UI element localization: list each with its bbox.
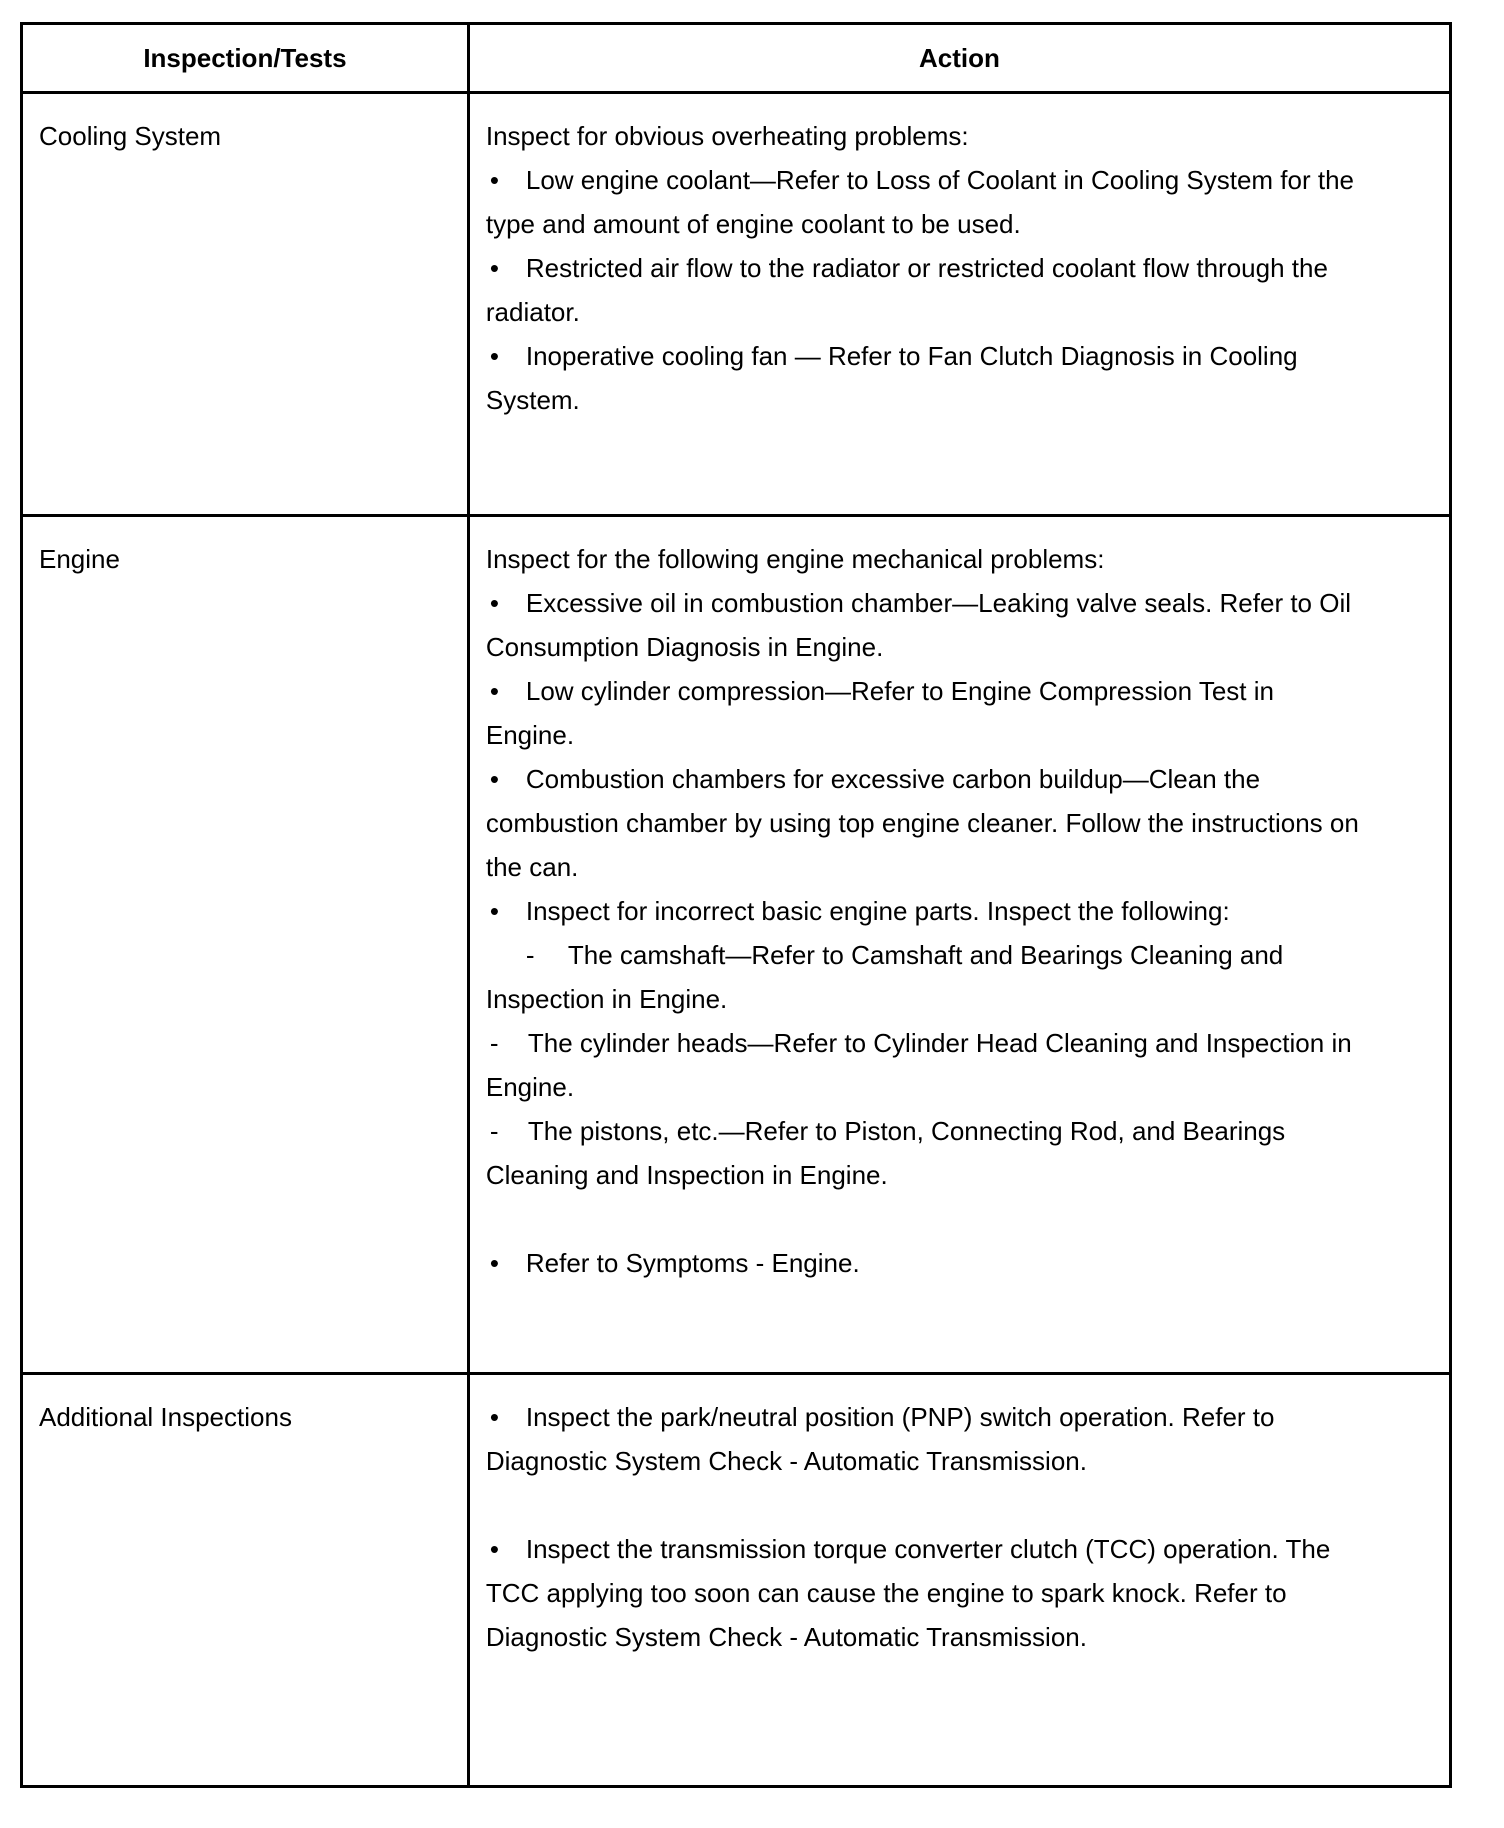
bullet-glyph: • xyxy=(489,764,499,794)
bullet-text: Excessive oil in combustion chamber—Leaking valve seals. Refer to Oil Consumption Diagnosis in Engine. xyxy=(485,588,1352,662)
action-dash-item xyxy=(486,933,1369,1021)
action-intro: Inspect for the following engine mechanical problems: xyxy=(485,544,1105,574)
bullet-glyph: • xyxy=(489,896,499,926)
bullet-text: Inspect the park/neutral position (PNP) switch operation. Refer to Diagnostic System Check - Automatic Transmission. xyxy=(485,1402,1275,1476)
action-cell xyxy=(468,516,1450,1374)
action-bullet-item xyxy=(486,1527,1369,1659)
inspection-label: Engine xyxy=(39,544,120,574)
dash-text: The pistons, etc.—Refer to Piston, Connecting Rod, and Bearings Cleaning and Inspection in Engine. xyxy=(485,1116,1286,1190)
action-bullet-item xyxy=(486,669,1369,757)
table-header-row xyxy=(22,24,1451,93)
dash-text: The camshaft—Refer to Camshaft and Bearings Cleaning and Inspection in Engine. xyxy=(485,940,1284,1014)
spacer xyxy=(486,1197,1369,1241)
header-action: Action xyxy=(468,24,1450,93)
action-bullet-item xyxy=(486,581,1369,669)
bullet-text: Restricted air flow to the radiator or restricted coolant flow through the radiator. xyxy=(485,253,1328,327)
inspection-cell xyxy=(22,93,469,516)
diagnosis-table xyxy=(20,22,1452,1788)
bullet-glyph: • xyxy=(489,1402,499,1432)
bullet-glyph: • xyxy=(489,588,499,618)
header-inspection-tests: Inspection/Tests xyxy=(22,24,469,93)
action-bullet-item xyxy=(486,1395,1369,1483)
bullet-text: Inspect the transmission torque converter clutch (TCC) operation. The TCC applying too soon can cause the engine to spark knock. Refer to Diagnostic System Check - Automatic Transmission. xyxy=(485,1534,1331,1652)
table-row xyxy=(22,516,1451,1374)
bullet-glyph: • xyxy=(489,1534,499,1564)
dash-glyph: - xyxy=(525,940,535,970)
bullet-glyph: • xyxy=(489,253,499,283)
action-bullet-item xyxy=(486,334,1369,422)
action-cell xyxy=(468,1374,1450,1787)
inspection-cell xyxy=(22,1374,469,1787)
action-cell xyxy=(468,93,1450,516)
inspection-label: Cooling System xyxy=(39,121,222,151)
bullet-text: Low engine coolant—Refer to Loss of Coolant in Cooling System for the type and amount of engine coolant to be used. xyxy=(485,165,1355,239)
bullet-text: Inspect for incorrect basic engine parts. Inspect the following: xyxy=(525,896,1230,926)
action-bullet-item xyxy=(486,1241,1369,1285)
bullet-glyph: • xyxy=(489,341,499,371)
action-bullet-item xyxy=(486,757,1369,889)
action-intro: Inspect for obvious overheating problems: xyxy=(485,121,969,151)
bullet-glyph: • xyxy=(489,676,499,706)
bullet-glyph: • xyxy=(489,1248,499,1278)
action-bullet-item xyxy=(486,246,1369,334)
dash-glyph: - xyxy=(489,1028,499,1058)
spacer xyxy=(486,1483,1369,1527)
action-bullet-item xyxy=(486,158,1369,246)
bullet-text: Low cylinder compression—Refer to Engine Compression Test in Engine. xyxy=(485,676,1274,750)
bullet-glyph: • xyxy=(489,165,499,195)
inspection-cell xyxy=(22,516,469,1374)
inspection-label: Additional Inspections xyxy=(39,1402,292,1432)
dash-glyph: - xyxy=(489,1116,499,1146)
table-row xyxy=(22,1374,1451,1787)
bullet-text: Inoperative cooling fan — Refer to Fan Clutch Diagnosis in Cooling System. xyxy=(485,341,1298,415)
action-dash-item xyxy=(486,1021,1369,1109)
bullet-text: Refer to Symptoms - Engine. xyxy=(525,1248,860,1278)
dash-text: The cylinder heads—Refer to Cylinder Head Cleaning and Inspection in Engine. xyxy=(485,1028,1352,1102)
table-row xyxy=(22,93,1451,516)
action-dash-item xyxy=(486,1109,1369,1197)
bullet-text: Combustion chambers for excessive carbon buildup—Clean the combustion chamber by using top engine cleaner. Follow the instructions on the can. xyxy=(485,764,1359,882)
action-bullet-item xyxy=(486,889,1369,933)
